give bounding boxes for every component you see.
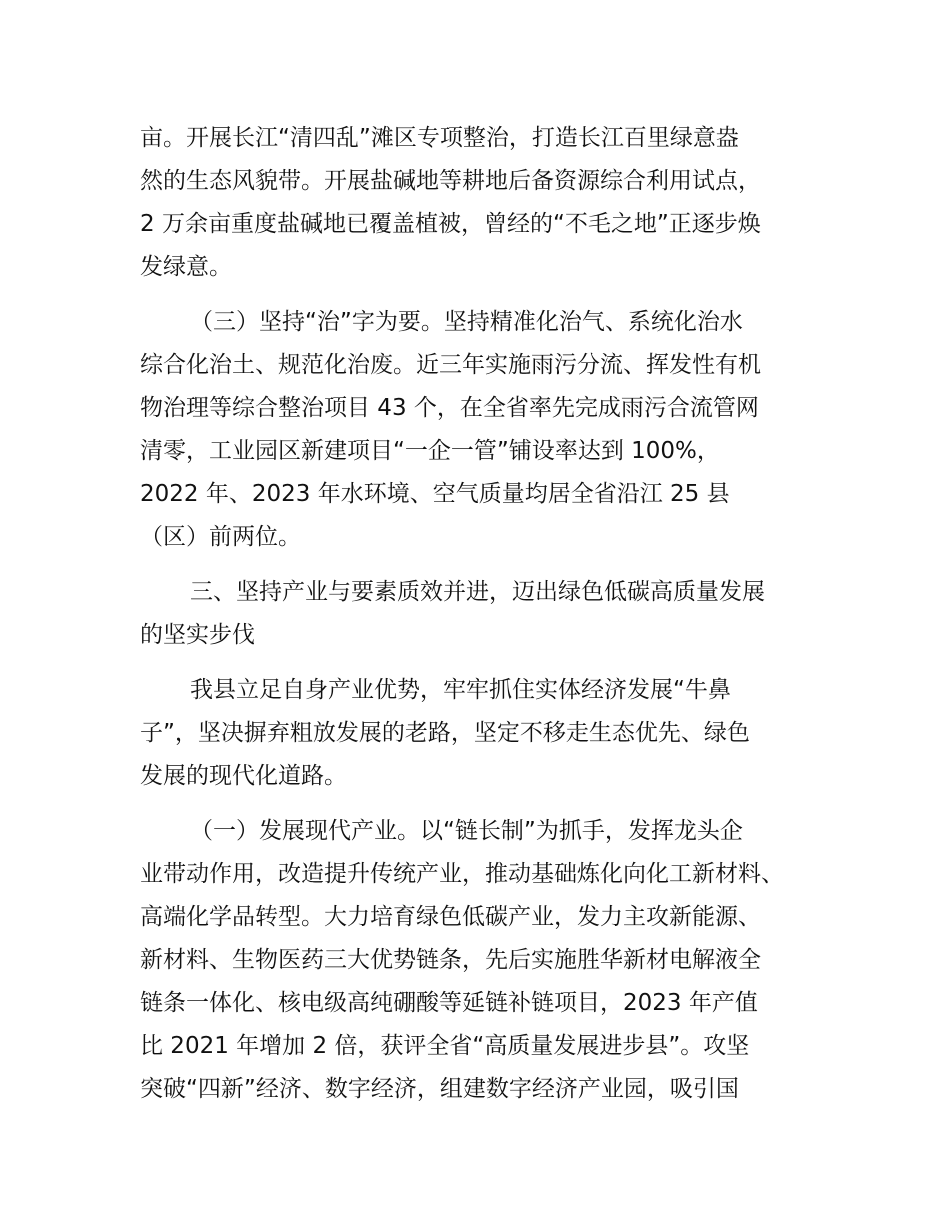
text-line: 的坚实步伐 <box>140 622 255 648</box>
text-line: （一）发展现代产业。以“链长制”为抓手，发挥龙头企 <box>190 818 743 844</box>
text-line: （区）前两位。 <box>140 524 301 550</box>
text-line: 发绿意。 <box>140 254 232 280</box>
text-line: 链条一体化、核电级高纯硼酸等延链补链项目，2023 年产值 <box>140 990 758 1016</box>
text-line: 亩。开展长江“清四乱”滩区专项整治，打造长江百里绿意盎 <box>140 125 739 151</box>
text-line: 子”，坚决摒弃粗放发展的老路，坚定不移走生态优先、绿色 <box>140 720 750 746</box>
text-line: 业带动作用，改造提升传统产业，推动基础炼化向化工新材料、 <box>140 861 784 887</box>
text-line: 2 万余亩重度盐碱地已覆盖植被，曾经的“不毛之地”正逐步焕 <box>140 211 761 237</box>
text-line: 高端化学品转型。大力培育绿色低碳产业，发力主攻新能源、 <box>140 904 761 930</box>
text-line: （三）坚持“治”字为要。坚持精准化治气、系统化治水 <box>190 309 743 335</box>
text-line: 发展的现代化道路。 <box>140 763 347 789</box>
text-line: 综合化治土、规范化治废。近三年实施雨污分流、挥发性有机 <box>140 352 761 378</box>
text-line: 然的生态风貌带。开展盐碱地等耕地后备资源综合利用试点， <box>140 168 761 194</box>
text-line: 我县立足自身产业优势，牢牢抓住实体经济发展“牛鼻 <box>190 677 731 703</box>
text-line: 2022 年、2023 年水环境、空气质量均居全省沿江 25 县 <box>140 481 730 507</box>
text-line: 突破“四新”经济、数字经济，组建数字经济产业园，吸引国 <box>140 1076 739 1102</box>
text-line: 新材料、生物医药三大优势链条，先后实施胜华新材电解液全 <box>140 947 761 973</box>
text-line: 三、坚持产业与要素质效并进，迈出绿色低碳高质量发展 <box>190 579 765 605</box>
text-line: 物治理等综合整治项目 43 个，在全省率先完成雨污合流管网 <box>140 395 759 421</box>
text-line: 比 2021 年增加 2 倍，获评全省“高质量发展进步县”。攻坚 <box>140 1033 750 1059</box>
text-line: 清零，工业园区新建项目“一企一管”铺设率达到 100%， <box>140 438 720 464</box>
